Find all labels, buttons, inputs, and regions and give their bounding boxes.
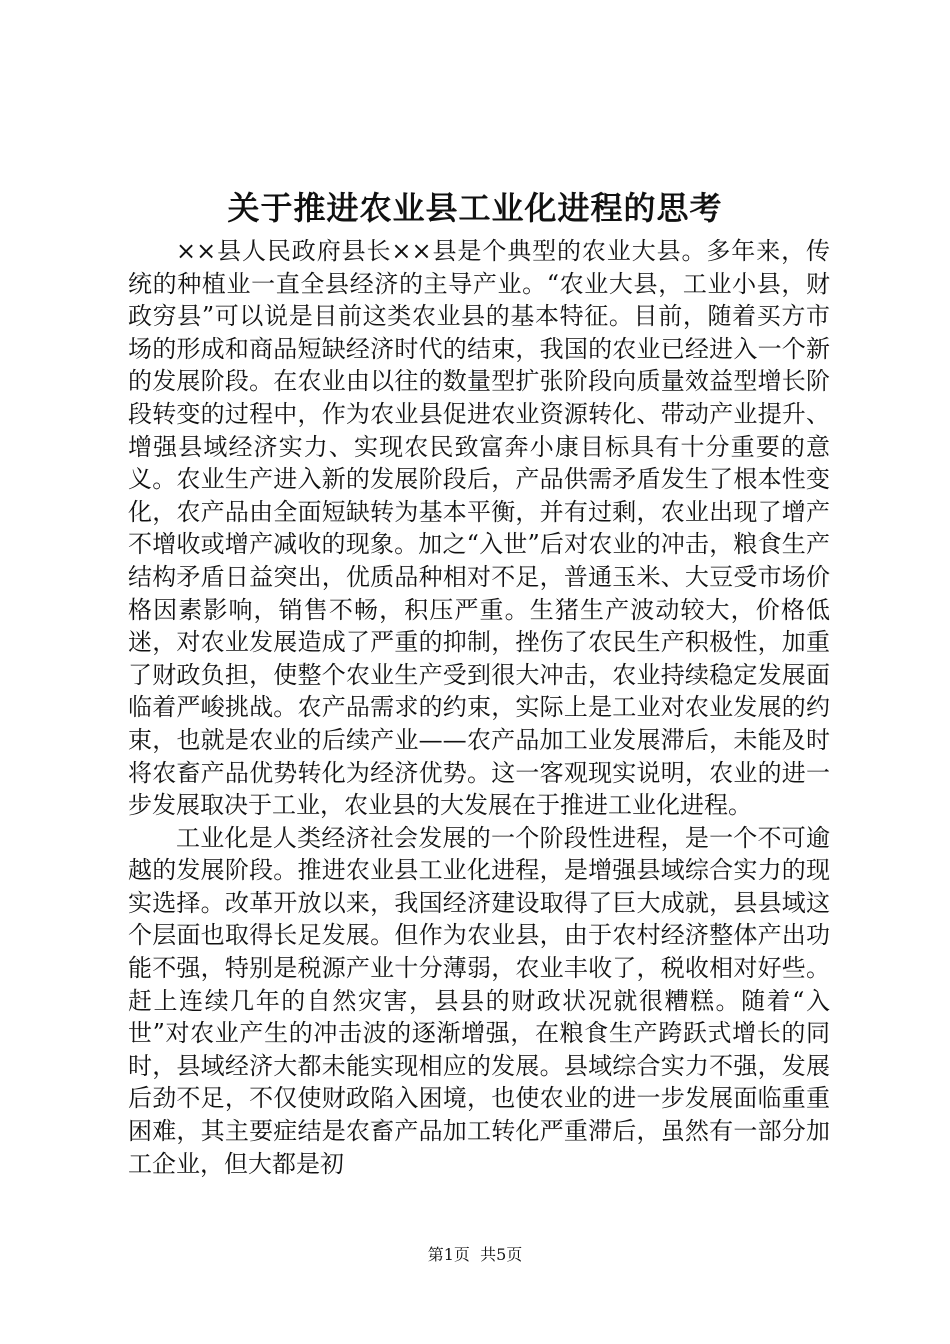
- page-footer: 第1页 共5页: [427, 1245, 523, 1264]
- paragraph-1: ××县人民政府县长××县是个典型的农业大县。多年来，传统的种植业一直全县经济的主导产业。“农业大县，工业小县，财政穷县”可以说是目前这类农业县的基本特征。目前，随着买方市场的形成和商品短缺经济时代的结束，我国的农业已经进入一个新的发展阶段。在农业由以往的数量型扩张阶段向质量效益型增长阶段转变的过程中，作为农业县促进农业资源转化、带动产业提升、增强县域经济实力、实现农民致富奔小康目标具有十分重要的意义。农业生产进入新的发展阶段后，产品供需矛盾发生了根本性变化，农产品由全面短缺转为基本平衡，并有过剩，农业出现了增产不增收或增产减收的现象。加之“入世”后对农业的冲击，粮食生产结构矛盾日益突出，优质品种相对不足，普通玉米、大豆受市场价格因素影响，销售不畅，积压严重。生猪生产波动较大，价格低迷，对农业发展造成了严重的抑制，挫伤了农民生产积极性，加重了财政负担，使整个农业生产受到很大冲击，农业持续稳定发展面临着严峻挑战。农产品需求的约束，实际上是工业对农业发展的约束，也就是农业的后续产业——农产品加工业发展滞后，未能及时将农畜产品优势转化为经济优势。这一客观现实说明，农业的进一步发展取决于工业，农业县的大发展在于推进工业化进程。: [128, 237, 830, 820]
- paragraph-2: 工业化是人类经济社会发展的一个阶段性进程，是一个不可逾越的发展阶段。推进农业县工业化进程，是增强县域综合实力的现实选择。改革开放以来，我国经济建设取得了巨大成就，县县域这个层面也取得长足发展。但作为农业县，由于农村经济整体产出功能不强，特别是税源产业十分薄弱，农业丰收了，税收相对好些。赶上连续几年的自然灾害，县县的财政状况就很糟糕。随着“入世”对农业产生的冲击波的逐渐增强，在粮食生产跨跃式增长的同时，县域经济大都未能实现相应的发展。县域综合实力不强，发展后劲不足，不仅使财政陷入困境，也使农业的进一步发展面临重重困难，其主要症结是农畜产品加工转化严重滞后，虽然有一部分加工企业，但大都是初: [128, 823, 830, 1178]
- document-body: [128, 235, 830, 1180]
- document-title: 关于推进农业县工业化进程的思考: [227, 189, 723, 227]
